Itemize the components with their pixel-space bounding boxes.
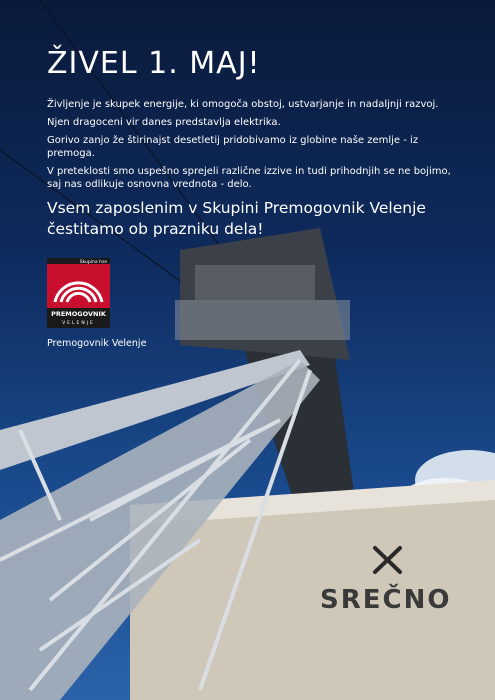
page-title: ŽIVEL 1. MAJ! (47, 46, 261, 81)
building-sign: SREČNO (320, 585, 452, 615)
body-text (47, 98, 467, 196)
logo-caption: Premogovnik Velenje (47, 338, 147, 349)
logo-name: PREMOGOVNIK (51, 310, 106, 318)
paragraph: Življenje je skupek energije, ki omogoča obstoj, ustvarjanje in nadaljnji razvoj. (47, 99, 439, 110)
paragraph: Gorivo zanjo že štirinajst desetletij pridobivamo iz globine naše zemlje - iz premoga. (47, 135, 419, 159)
premogovnik-logo (47, 258, 110, 328)
paragraph: Njen dragoceni vir danes predstavlja elektrika. (47, 117, 281, 128)
logo-sub: VELENJE (62, 321, 95, 326)
greeting-text: Vsem zaposlenim v Skupini Premogovnik Velenje čestitamo ob prazniku dela! (47, 199, 426, 238)
logo-top-text: Skupina hse (79, 260, 107, 265)
paragraph: V preteklosti smo uspešno sprejeli različne izzive in tudi prihodnjih se ne bojimo, saj nas odlikuje osnovna vrednota - delo. (47, 166, 451, 190)
